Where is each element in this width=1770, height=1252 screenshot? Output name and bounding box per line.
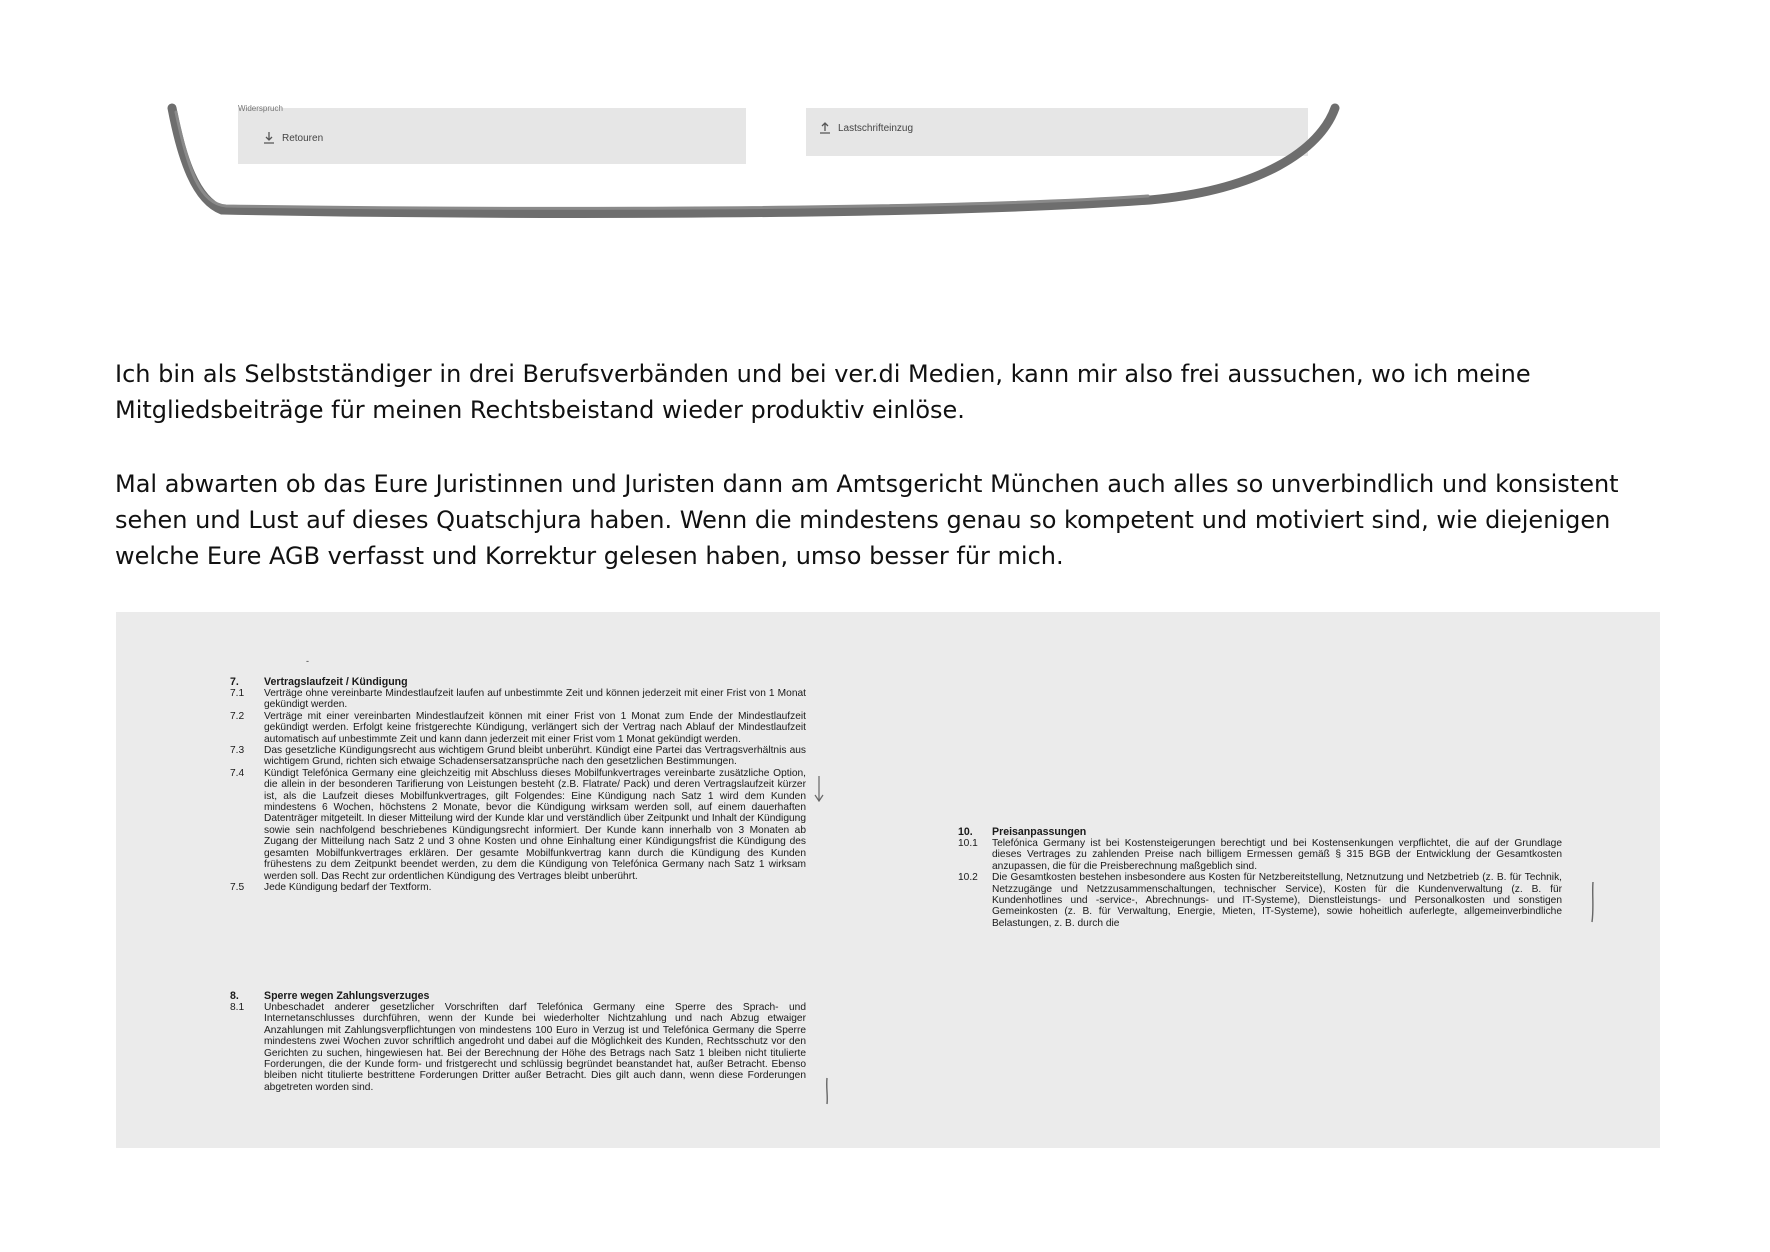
clause-item xyxy=(230,711,806,745)
section-8-heading xyxy=(230,990,806,1002)
clause-number: 10.2 xyxy=(958,872,978,884)
retouren-label: Retouren xyxy=(282,132,324,144)
clause-item xyxy=(230,882,806,893)
section-number: 10. xyxy=(958,826,973,838)
clause-number: 8.1 xyxy=(230,1002,245,1013)
section-10-heading xyxy=(958,826,1562,838)
section-number: 8. xyxy=(230,990,239,1002)
paragraph-court: Mal abwarten ob das Eure Juristinnen und Juristen dann am Amtsgericht München auch alles so unverbindlich und konsistent sehen und Lust auf dieses Quatschjura haben. Wenn die mindestens genau so kompetent und motiviert sind, wie diejenigen welche Eure AGB verfasst und Korrektur gelesen haben, umso besser für mich. xyxy=(115,470,1619,570)
clause-item xyxy=(230,688,806,711)
clause-text: Jede Kündigung bedarf der Textform. xyxy=(264,881,432,893)
clause-text: Unbeschadet anderer gesetzlicher Vorschriften darf Telefónica Germany eine Sperre des Sprach- und Internetanschlusses durchführen, wenn der Kunde bei wiederholter Nichtzahlung und nach Abzug etwaiger Anzahlungen mit Zahlungsverpflichtungen von mindestens 100 Euro in Verzug ist und Telefónica Germany die Sperre mindestens zwei Wochen zuvor schriftlich angedroht und dabei auf die Möglichkeit des Kunden, Rechtsschutz vor den Gerichten zu suchen, hingewiesen hat. Bei der Berechnung der Höhe des Betrags nach Satz 1 bleiben nicht titulierte Forderungen, die der Kunde form- und fristgerecht und schlüssig begründet beanstandet hat, außer Betracht. Ebenso bleiben nicht titulierte bestrittene Forderungen Dritter außer Betracht. Dies gilt auch dann, wenn diese Forderungen abgetreten worden sind. xyxy=(264,1002,806,1093)
clause-text: Verträge mit einer vereinbarten Mindestlaufzeit können mit einer Frist von 1 Monat zum Ende der Mindestlaufzeit gekündigt werden. Erfolgt keine fristgerechte Kündigung, verlängert sich der Vertrag nach Ablauf der Mindestlaufzeit automatisch auf unbestimmte Zeit und kann dann jederzeit mit einer Frist vom 1 Monat gekündigt werden. xyxy=(264,710,806,745)
cut-off-label: Widerspruch xyxy=(238,104,283,113)
pencil-line-mark xyxy=(823,1076,831,1106)
clause-item xyxy=(958,872,1562,929)
clause-item xyxy=(230,1002,806,1093)
clause-number: 10.1 xyxy=(958,838,978,849)
pencil-line-mark xyxy=(1588,880,1598,924)
clause-text: Telefónica Germany ist bei Kostensteigerungen berechtigt und bei Kostensenkungen verpflichtet, die auf der Grundlage dieses Vertrages zu zahlenden Preise nach billigem Ermessen gemäß § 315 BGB der Entwicklung der Gesamtkosten anzupassen, die für die Preisberechnung maßgeblich sind. xyxy=(992,838,1562,872)
paragraph-membership: Ich bin als Selbstständiger in drei Berufsverbänden und bei ver.di Medien, kann mir also frei aussuchen, wo ich meine Mitgliedsbeiträge für meinen Rechtsbeistand wieder produktiv einlöse. xyxy=(115,360,1531,424)
clause-number: 7.3 xyxy=(230,745,245,757)
clause-item xyxy=(230,745,806,768)
clause-text: Kündigt Telefónica Germany eine gleichzeitig mit Abschluss dieses Mobilfunkvertrages vereinbarte zusätzliche Option, die allein in der besonderen Tarifierung von Leistungen besteht (z.B. Flatrate/ Pack) und deren Vertragslaufzeit kürzer ist, als die Laufzeit dieses Mobilfunkvertrages, gilt Folgendes: Eine Kündigung nach Satz 1 wird dem Kunden mindestens 6 Wochen, höchstens 2 Monate, bevor die Kündigung wirksam werden soll, auf einem dauerhaften Datenträger mitgeteilt. In dieser Mitteilung wird der Kunde klar und verständlich über Zeitpunkt und Inhalt der Kündigung sowie sein nachfolgend beschriebenes Kündigungsrecht informiert. Der Kunde kann innerhalb von 3 Monaten ab Zugang der Mitteilung nach Satz 2 und 3 ohne Kosten und ohne Einhaltung einer Kündigungsfrist die Kündigung des gesamten Mobilfunkvertrages erklären. Der gesamte Mobilfunkvertrag kann durch die Kündigung des Kunden frühestens zu dem Zeitpunkt beendet werden, zu dem die Kündigung von Telefónica Germany nach Satz 1 wirksam werden soll. Das Recht zur ordentlichen Kündigung des Vertrages bleibt unberührt. xyxy=(264,767,806,882)
section-title: Preisanpassungen xyxy=(992,826,1087,838)
clause-text: Verträge ohne vereinbarte Mindestlaufzeit laufen auf unbestimmte Zeit und können jederzeit mit einer Frist von 1 Monat gekündigt werden. xyxy=(264,688,806,711)
section-10 xyxy=(958,826,1562,929)
section-7 xyxy=(230,676,806,893)
section-title: Vertragslaufzeit / Kündigung xyxy=(264,676,408,688)
cropped-screenshot xyxy=(0,0,1770,230)
pencil-arrow-mark xyxy=(812,774,826,804)
section-title: Sperre wegen Zahlungsverzuges xyxy=(264,990,430,1002)
clause-text: Die Gesamtkosten bestehen insbesondere aus Kosten für Netzbereitstellung, Netznutzung und Netzbetrieb (z. B. für Technik, Netzzugänge und Netzzusammenschaltungen, technischer Service), Kosten für die Kundenverwaltung (z. B. für Kundenhotlines und -service-, Abrechnungs- und IT-Systeme), Dienstleistungs- und Personalkosten und sonstigen Gemeinkosten (z. B. für Verwaltung, Energie, Mieten, IT-Systeme), sowie hoheitlich auferlegte, allgemeinverbindliche Belastungen, z. B. durch die xyxy=(992,872,1562,929)
clause-number: 7.2 xyxy=(230,710,245,722)
scan-dash: - xyxy=(306,656,309,666)
clause-text: Das gesetzliche Kündigungsrecht aus wichtigem Grund bleibt unberührt. Kündigt eine Partei das Vertragsverhältnis aus wichtigem Grund, richten sich etwaige Schadensersatzansprüche nach den gesetzlichen Bestimmungen. xyxy=(264,745,806,768)
lastschrifteinzug-label: Lastschrifteinzug xyxy=(838,122,914,134)
clause-item xyxy=(958,838,1562,872)
clause-number: 7.5 xyxy=(230,881,245,893)
clause-item xyxy=(230,768,806,882)
clause-number: 7.1 xyxy=(230,688,245,699)
clause-number: 7.4 xyxy=(230,767,245,779)
section-7-heading xyxy=(230,676,806,688)
section-8 xyxy=(230,990,806,1093)
section-number: 7. xyxy=(230,676,239,688)
handdrawn-circle-annotation xyxy=(0,0,1770,230)
